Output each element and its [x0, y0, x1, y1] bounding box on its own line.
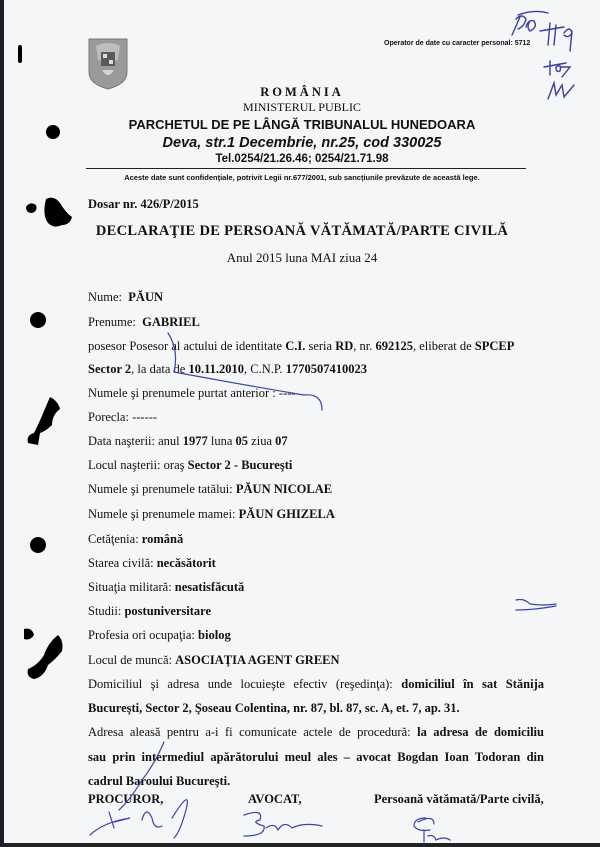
field-prenume: Prenume: GABRIEL	[88, 315, 200, 329]
field-locul-de-munca: Locul de muncă: ASOCIAŢIA AGENT GREEN	[88, 653, 340, 667]
field-adresa-aleasa-end: cadrul Baroului Bucureşti.	[88, 774, 231, 788]
field-starea-civila: Starea civilă: necăsătorit	[88, 556, 216, 570]
field-nume-anterior: Numele şi prenumele purtat anterior : -----	[88, 386, 300, 400]
document-page	[4, 0, 600, 843]
field-domiciliu-cont: Bucureşti, Sector 2, Şoseau Colentina, nr. 87, bl. 87, sc. A, et. 7, ap. 31.	[88, 701, 460, 715]
field-data-nasterii: Data naşterii: anul 1977 luna 05 ziua 07	[88, 434, 288, 448]
signature-label-procuror: PROCUROR,	[88, 792, 164, 806]
torn-hole	[22, 395, 72, 450]
office-address: Deva, str.1 Decembrie, nr.25, cod 330025	[162, 135, 442, 151]
file-number: Dosar nr. 426/P/2015	[88, 197, 199, 211]
signature-label-parte: Persoană vătămată/Parte civilă,	[374, 792, 544, 806]
torn-hole	[24, 195, 84, 235]
field-tatal: Numele şi prenumele tatălui: PĂUN NICOLAE	[88, 482, 333, 496]
punch-hole	[46, 125, 60, 139]
office-phone: Tel.0254/21.26.46; 0254/21.71.98	[215, 153, 389, 165]
field-porecla: Porecla: ------	[88, 410, 158, 424]
document-title: DECLARAŢIE DE PERSOANĂ VĂTĂMATĂ/PARTE CIVILĂ	[95, 223, 509, 239]
scan-edge	[0, 843, 600, 847]
field-situatia-militara: Situaţia militară: nesatisfăcută	[88, 580, 245, 594]
field-adresa-aleasa-cont: sau prin intermediul apărătorului meul ales – avocat Bogdan Ioan Todoran din	[88, 750, 544, 764]
punch-hole	[30, 537, 46, 553]
operator-number: Operator de date cu caracter personal: 5712	[384, 40, 531, 47]
office-heading: PARCHETUL DE PE LÂNGĂ TRIBUNALUL HUNEDOARA	[128, 117, 476, 132]
field-adresa-aleasa: Adresa aleasă pentru a-i fi comunicate actele de procedură: la adresa de domiciliu	[88, 725, 544, 739]
signature-label-avocat: AVOCAT,	[248, 792, 302, 806]
punch-mark	[18, 45, 22, 63]
handwritten-marks	[4, 0, 600, 843]
country-heading: ROMÂNIA	[260, 85, 344, 99]
field-id-line2: Sector 2, la data de 10.11.2010, C.N.P. 1770507410023	[88, 362, 367, 376]
field-cetatenia: Cetăţenia: română	[88, 532, 184, 546]
document-date: Anul 2015 luna MAI ziua 24	[226, 250, 378, 265]
field-nume: Nume: PĂUN	[88, 290, 163, 304]
field-domiciliu: Domiciliul şi adresa unde locuieşte efectiv (reşedinţa): domiciliul în sat Stănija	[88, 677, 544, 691]
field-mama: Numele şi prenumele mamei: PĂUN GHIZELA	[88, 507, 335, 521]
field-profesia: Profesia ori ocupaţia: biolog	[88, 628, 231, 642]
confidentiality-notice: Aceste date sunt confidenţiale, potrivit Legii nr.677/2001, sub sancţiunile prevăzute de această lege.	[124, 173, 480, 182]
ministry-heading: MINISTERUL PUBLIC	[243, 100, 361, 114]
prenume-value: GABRIEL	[142, 315, 200, 329]
punch-hole	[30, 312, 46, 328]
field-studii: Studii: postuniversitare	[88, 604, 212, 618]
nume-value: PĂUN	[128, 290, 163, 304]
field-locul-nasterii: Locul naşterii: oraş Sector 2 - Bucureşti	[88, 458, 293, 472]
field-id-line1: posesor Posesor al actului de identitate C.I. seria RD, nr. 692125, eliberat de SPCEP	[88, 339, 515, 353]
torn-hole	[18, 625, 73, 685]
